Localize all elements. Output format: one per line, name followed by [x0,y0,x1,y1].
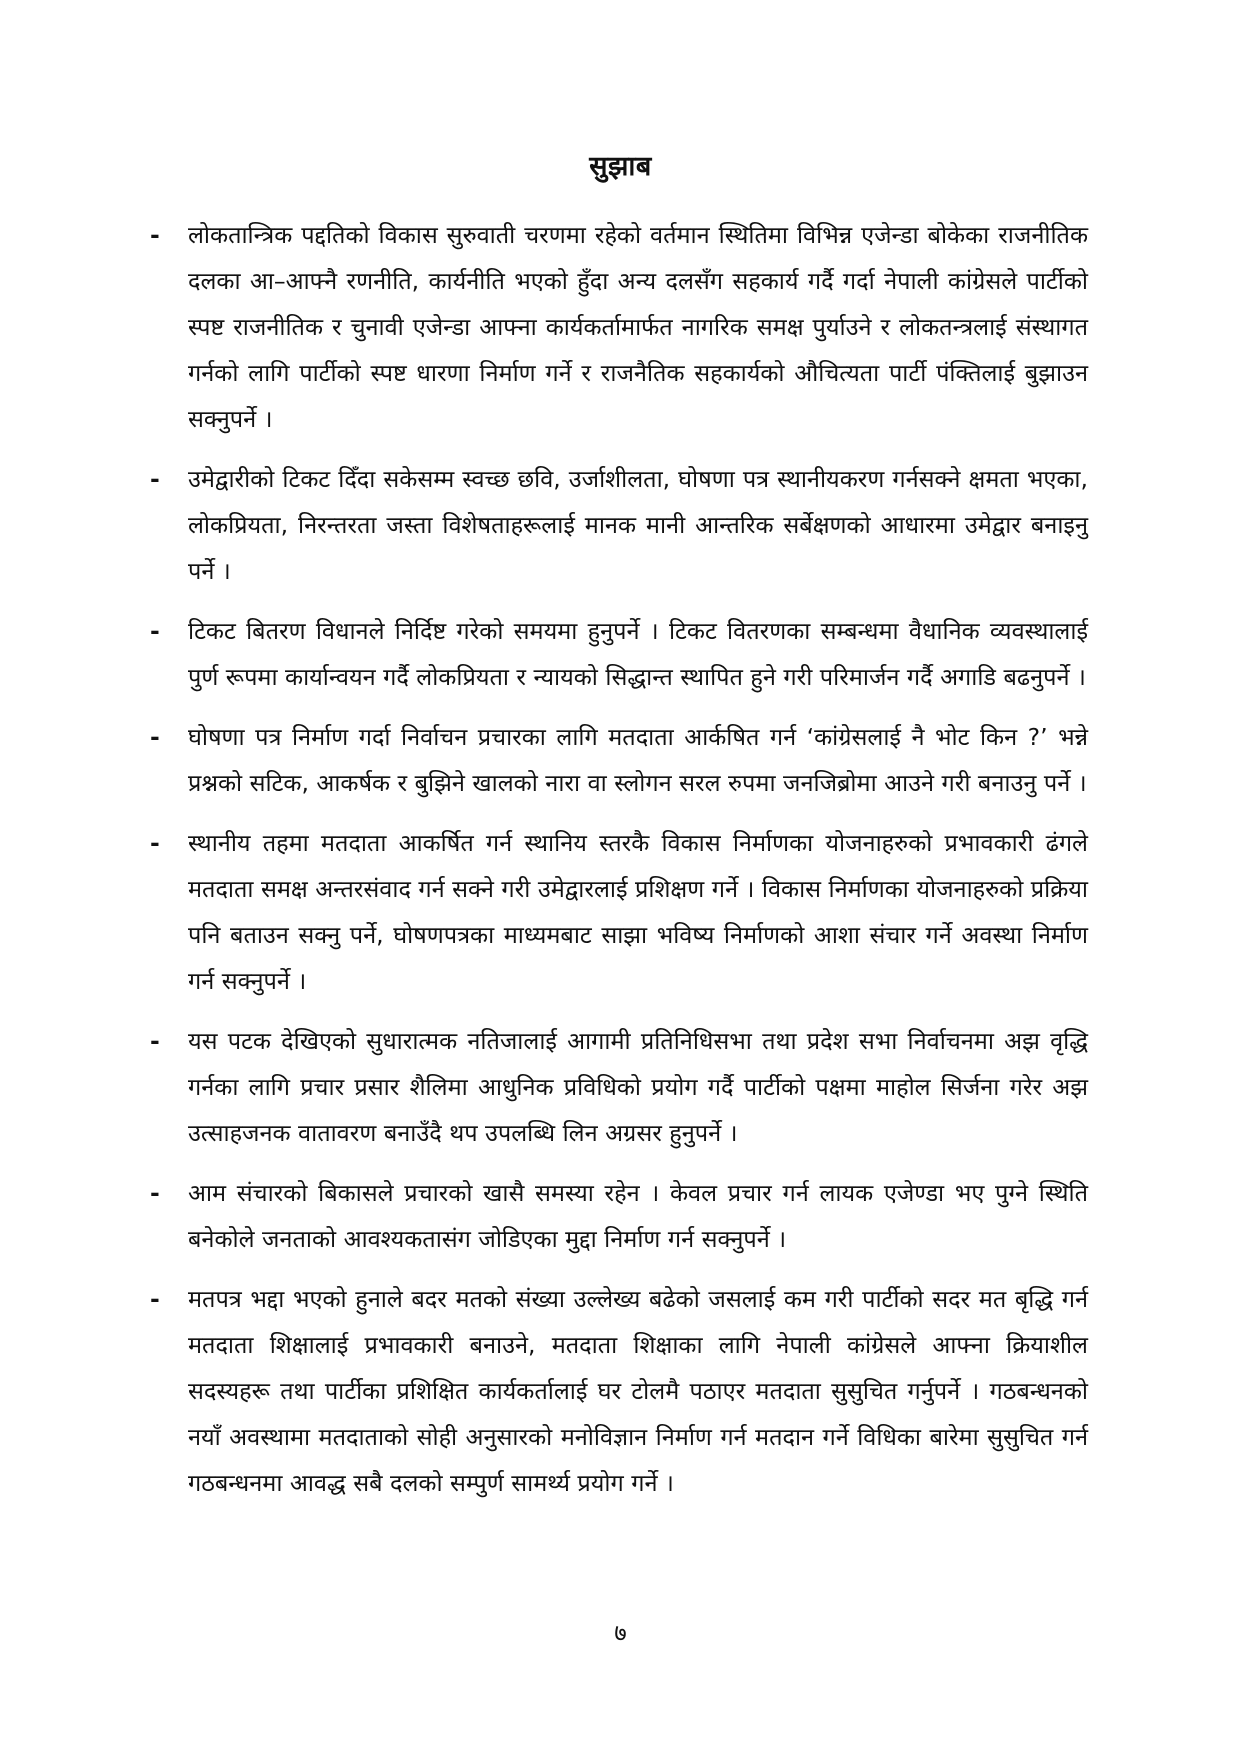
list-item [150,1276,1088,1506]
list-item-text: घोषणा पत्र निर्माण गर्दा निर्वाचन प्रचारका लागि मतदाता आर्कषित गर्न ‘कांग्रेसलाई नै भोट किन ?’ भन्ने प्रश्नको सटिक, आकर्षक र बुझिने खालको नारा वा स्लोगन सरल रुपमा जनजिब्रोमा आउने गरी बनाउनु पर्ने । [188,723,1088,797]
page-number: ७ [614,1619,627,1647]
bullet-dash: - [150,1285,160,1313]
list-item-text: उमेद्वारीको टिकट दिँदा सकेसम्म स्वच्छ छवि, उर्जाशीलता, घोषणा पत्र स्थानीयकरण गर्नसक्ने क्षमता भएका, लोकप्रियता, निरन्तरता जस्ता विशेषताहरूलाई मानक मानी आन्तरिक सर्बेक्षणको आधारमा उमेद्वार बनाइनु पर्ने । [188,465,1088,585]
bullet-dash: - [150,465,160,493]
page-title: सुझाब [589,151,652,182]
list-item-text: लोकतान्त्रिक पद्दतिको विकास सुरुवाती चरणमा रहेको वर्तमान स्थितिमा विभिन्न एजेन्डा बोकेका राजनीतिक दलका आ–आफ्नै रणनीति, कार्यनीति भएको हुँदा अन्य दलसँग सहकार्य गर्दै गर्दा नेपाली कांग्रेसले पार्टीको स्पष्ट राजनीतिक र चुनावी एजेन्डा आफ्ना कार्यकर्तामार्फत नागरिक समक्ष पुर्याउने र लोकतन्त्रलाई संस्थागत गर्नको लागि पार्टीको स्पष्ट धारणा निर्माण गर्ने र राजनैतिक सहकार्यको औचित्यता पार्टी पंक्तिलाई बुझाउन सक्नुपर्ने । [188,221,1088,433]
list-item [150,1018,1088,1156]
list-item [150,820,1088,1004]
list-item [150,456,1088,594]
list-item-text: यस पटक देखिएको सुधारात्मक नतिजालाई आगामी प्रतिनिधिसभा तथा प्रदेश सभा निर्वाचनमा अझ वृद्धि गर्नका लागि प्रचार प्रसार शैलिमा आधुनिक प्रविधिको प्रयोग गर्दै पार्टीको पक्षमा माहोल सिर्जना गरेर अझ उत्साहजनक वातावरण बनाउँदै थप उपलब्धि लिन अग्रसर हुनुपर्ने । [188,1027,1088,1147]
suggestion-list [150,212,1088,1520]
bullet-dash: - [150,221,160,249]
list-item [150,212,1088,442]
list-item-text: टिकट बितरण विधानले निर्दिष्ट गरेको समयमा हुनुपर्ने । टिकट वितरणका सम्बन्धमा वैधानिक व्यवस्थालाई पुर्ण रूपमा कार्यान्वयन गर्दै लोकप्रियता र न्यायको सिद्धान्त स्थापित हुने गरी परिमार्जन गर्दै अगाडि बढनुपर्ने । [188,617,1088,691]
list-item [150,608,1088,700]
bullet-dash: - [150,1179,160,1207]
bullet-dash: - [150,1027,160,1055]
list-item-text: आम संचारको बिकासले प्रचारको खासै समस्या रहेन । केवल प्रचार गर्न लायक एजेण्डा भए पुग्ने स्थिति बनेकोले जनताको आवश्यकतासंग जोडिएका मुद्दा निर्माण गर्न सक्नुपर्ने । [188,1179,1088,1253]
list-item [150,1170,1088,1262]
bullet-dash: - [150,723,160,751]
bullet-dash: - [150,829,160,857]
list-item [150,714,1088,806]
list-item-text: स्थानीय तहमा मतदाता आकर्षित गर्न स्थानिय स्तरकै विकास निर्माणका योजनाहरुको प्रभावकारी ढंगले मतदाता समक्ष अन्तरसंवाद गर्न सक्ने गरी उमेद्वारलाई प्रशिक्षण गर्ने । विकास निर्माणका योजनाहरुको प्रक्रिया पनि बताउन सक्नु पर्ने, घोषणपत्रका माध्यमबाट साझा भविष्य निर्माणको आशा संचार गर्ने अवस्था निर्माण गर्न सक्नुपर्ने । [188,829,1089,995]
list-item-text: मतपत्र भद्दा भएको हुनाले बदर मतको संख्या उल्लेख्य बढेको जसलाई कम गरी पार्टीको सदर मत बृद्धि गर्न मतदाता शिक्षालाई प्रभावकारी बनाउने, मतदाता शिक्षाका लागि नेपाली कांग्रेसले आफ्ना क्रियाशील सदस्यहरू तथा पार्टीका प्रशिक्षित कार्यकर्तालाई घर टोलमै पठाएर मतदाता सुसुचित गर्नुपर्ने । गठबन्धनको नयाँ अवस्थामा मतदाताको सोही अनुसारको मनोविज्ञान निर्माण गर्न मतदान गर्ने विधिका बारेमा सुसुचित गर्न गठबन्धनमा आवद्ध सबै दलको सम्पुर्ण सामर्थ्य प्रयोग गर्ने । [188,1285,1088,1497]
bullet-dash: - [150,617,160,645]
